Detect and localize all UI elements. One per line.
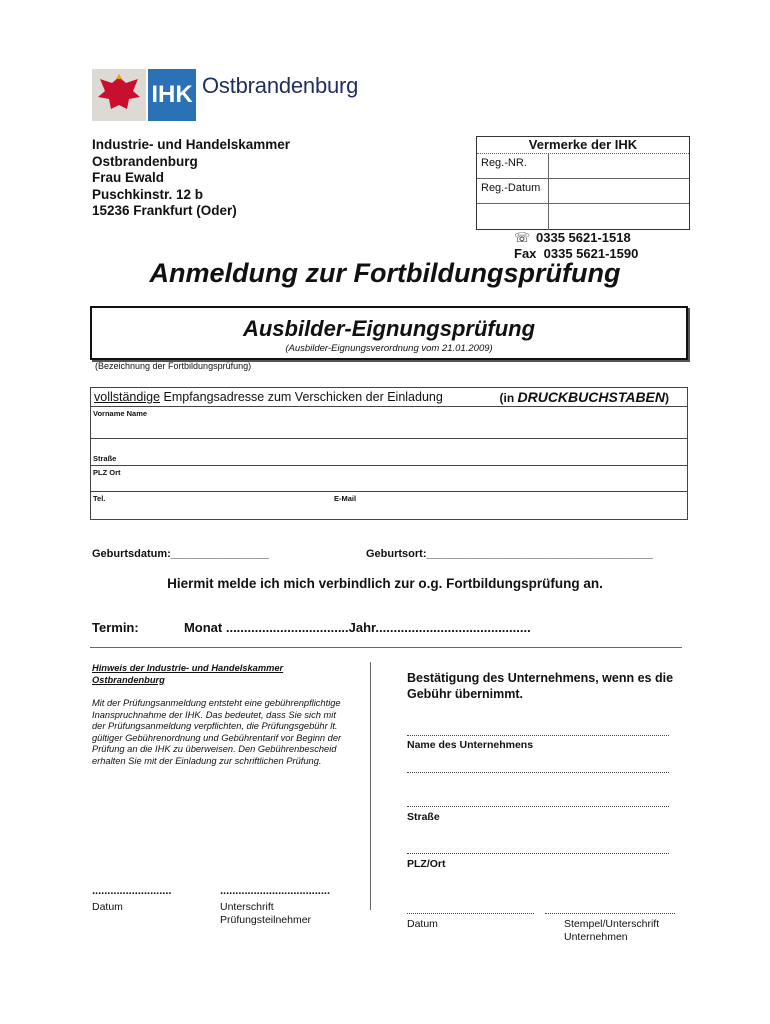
company-stamp-label: Stempel/Unterschrift Unternehmen <box>564 918 660 943</box>
date-label: Datum <box>92 901 123 913</box>
hinweis-text: Mit der Prüfungsanmeldung entsteht eine gebührenpflichtige Inanspruchnahme der IHK. Das bedeutet, dass Sie sich mit der Prüfungsanmeldung verpflichten, die Prüfungsgebühr lt. gültiger Gebührenordnung und Gebührentarif vor Beginn der Prüfung an die IHK zu überweisen. Den Gebührenbescheid erhalten Sie mit der Einladung zur schriftlichen Prüfung. <box>92 698 342 766</box>
termin-month-year-field[interactable]: Monat ..................................Jahr........................................... <box>183 620 531 635</box>
address-form <box>90 387 688 520</box>
address-line: Industrie- und Handelskammer <box>92 137 291 152</box>
company-plz-field[interactable] <box>407 853 669 854</box>
reg-nr-label: Reg.-NR. <box>481 157 527 169</box>
tel-email-field[interactable] <box>91 492 687 518</box>
address-line: Frau Ewald <box>92 170 165 185</box>
ihk-logo <box>92 69 367 121</box>
fax-number: 0335 5621-1590 <box>543 246 639 261</box>
bestaetigung-heading: Bestätigung des Unternehmens, wenn es die Gebühr übernimmt. <box>407 671 674 701</box>
exam-name: Ausbilder-Eignungsprüfung <box>242 316 536 341</box>
caps-word: DRUCKBUCHSTABEN <box>517 389 665 405</box>
page-title: Anmeldung zur Fortbildungsprüfung <box>149 258 621 288</box>
exam-box <box>90 306 688 360</box>
brandenburg-eagle-icon <box>92 69 146 121</box>
hinweis-heading: Hinweis der Industrie- und Handelskammer Ostbrandenburg <box>92 663 284 685</box>
signature-dots[interactable]: .................................... <box>220 885 331 897</box>
vermerke-box <box>476 136 690 230</box>
street-label: Straße <box>93 454 117 463</box>
header-text: Empfangsadresse zum Verschicken der Einladung <box>160 390 443 404</box>
fax-label: Fax <box>514 246 537 261</box>
birthdate-field[interactable]: Geburtsdatum:________________ <box>92 548 269 560</box>
company-name-field[interactable] <box>407 735 669 736</box>
company-name-field-2[interactable] <box>407 772 669 773</box>
street-field[interactable] <box>91 439 687 466</box>
vermerke-extra-field[interactable] <box>477 204 689 230</box>
vermerke-title: Vermerke der IHK <box>477 137 689 154</box>
declaration-text: Hiermit melde ich mich verbindlich zur o.g. Fortbildungsprüfung an. <box>167 576 603 591</box>
reg-datum-field[interactable] <box>477 179 689 204</box>
header-underlined: vollständige <box>94 390 161 404</box>
name-label: Vorname Name <box>93 409 148 418</box>
exam-caption: (Bezeichnung der Fortbildungsprüfung) <box>95 361 252 371</box>
exam-regulation: (Ausbilder-Eignungsverordnung vom 21.01.2009) <box>285 343 493 354</box>
telephone-icon: ☏ <box>514 230 531 245</box>
company-date-label: Datum <box>407 918 438 930</box>
company-name-label: Name des Unternehmens <box>407 739 534 751</box>
address-line: Puschkinstr. 12 b <box>92 186 204 202</box>
plz-ort-label: PLZ Ort <box>93 468 121 477</box>
birthplace-field[interactable]: Geburtsort:_____________________________________ <box>366 548 653 560</box>
address-line: Ostbrandenburg <box>92 153 198 169</box>
signature-label: Unterschrift Prüfungsteilnehmer <box>220 901 312 926</box>
company-date-field[interactable] <box>407 913 534 914</box>
termin-row <box>92 620 531 635</box>
tel-label: Tel. <box>93 494 106 503</box>
phone-number: 0335 5621-1518 <box>536 230 631 245</box>
divider <box>90 647 682 648</box>
reg-nr-field[interactable] <box>477 154 689 179</box>
date-dots[interactable]: .......................... <box>92 885 172 897</box>
form-header: vollständige Empfangsadresse zum Verschicken der Einladung (in DRUCKBUCHSTABEN) <box>91 388 687 407</box>
column-divider <box>370 662 371 910</box>
hinweis-block <box>92 663 347 767</box>
company-street-label: Straße <box>407 811 440 823</box>
name-field[interactable] <box>91 407 687 439</box>
address-line: 15236 Frankfurt (Oder) <box>92 203 237 218</box>
reg-datum-label: Reg.-Datum <box>481 182 541 194</box>
email-label: E-Mail <box>334 494 357 503</box>
company-stamp-field[interactable] <box>545 913 675 914</box>
ihk-region: Ostbrandenburg <box>202 73 359 98</box>
termin-label: Termin: <box>92 620 139 635</box>
company-plz-label: PLZ/Ort <box>407 858 446 870</box>
plz-ort-field[interactable] <box>91 466 687 492</box>
company-street-field[interactable] <box>407 806 669 807</box>
recipient-address <box>92 137 290 220</box>
ihk-brand: IHK <box>148 69 196 121</box>
